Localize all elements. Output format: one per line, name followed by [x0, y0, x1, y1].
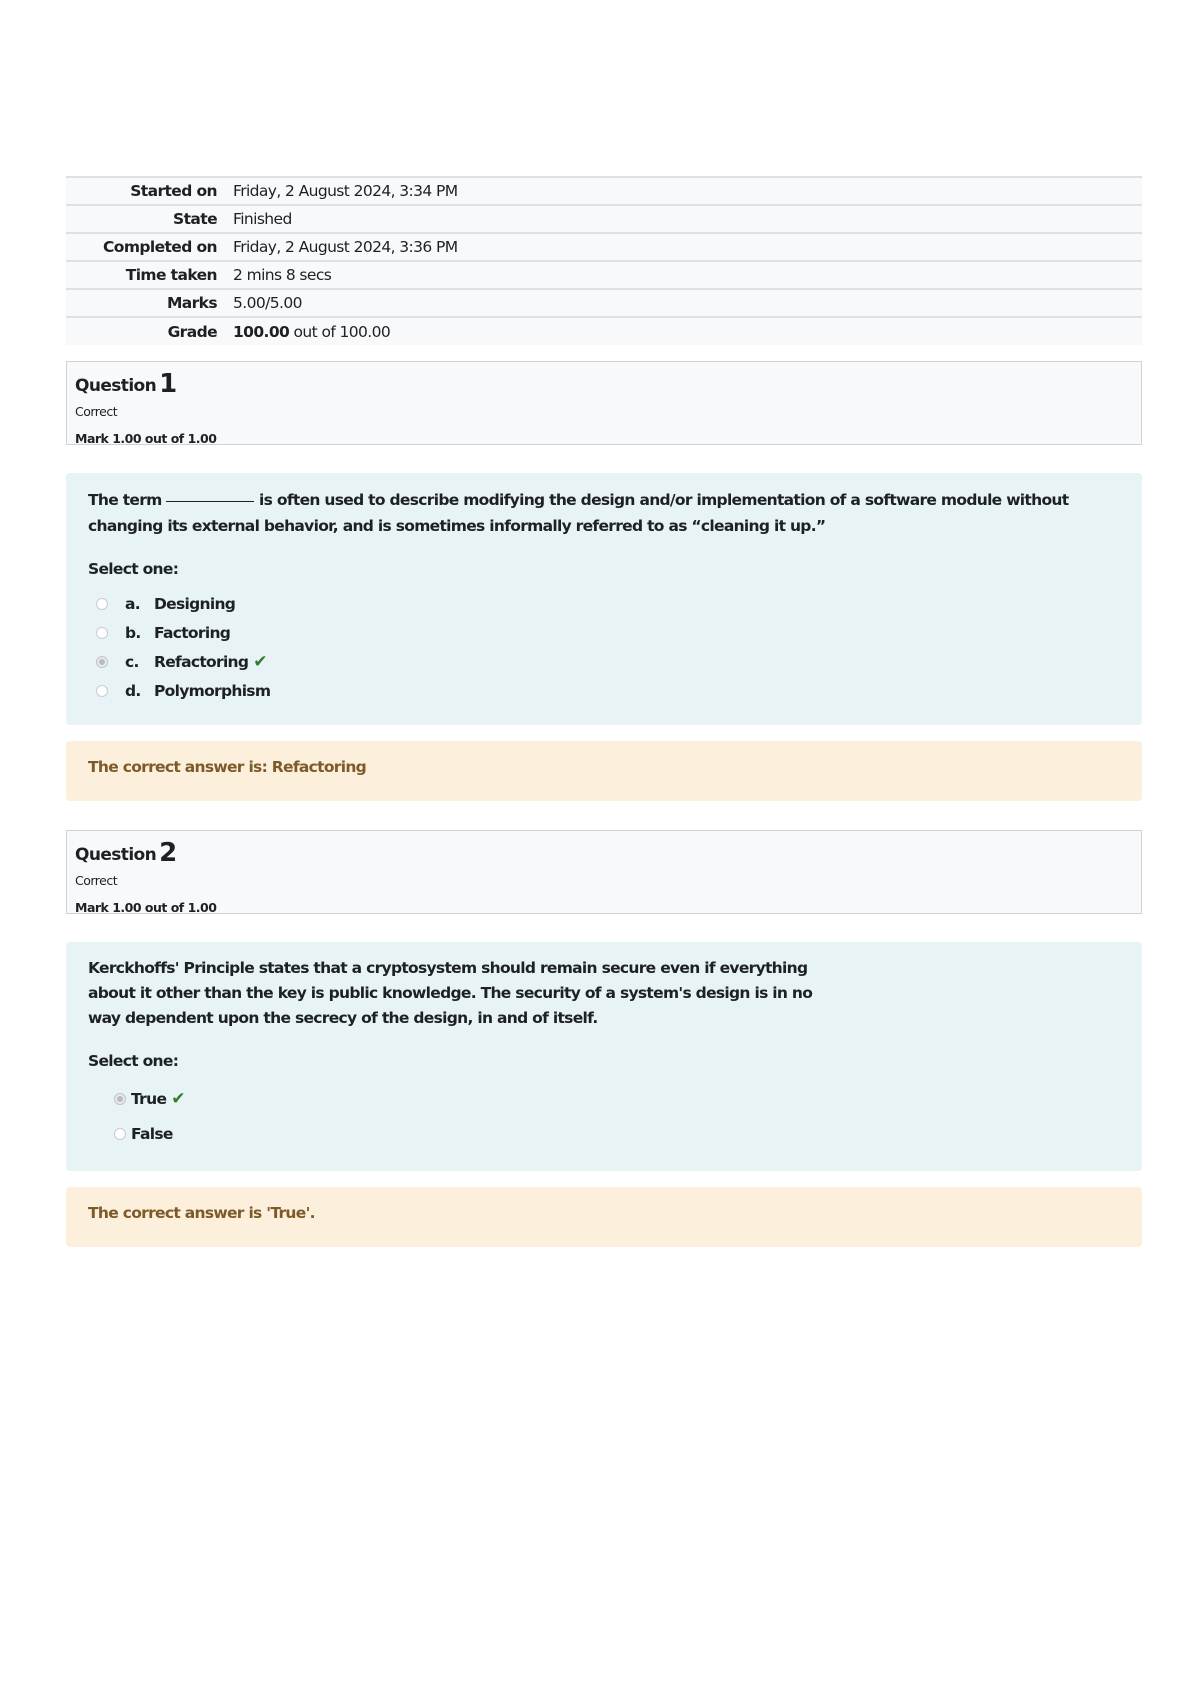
question-1-formulation [66, 473, 1142, 725]
summary-label: Started on [66, 177, 225, 205]
radio-button[interactable] [96, 627, 108, 639]
attempt-summary-table [66, 176, 1142, 345]
radio-button-selected[interactable] [96, 656, 108, 668]
summary-row-started [66, 177, 1142, 205]
question-1-grade: Mark 1.00 out of 1.00 [75, 431, 217, 446]
summary-value: Finished [225, 205, 1142, 233]
summary-label: Marks [66, 289, 225, 317]
question-text-after: is often used to describe modifying the design and/or implementation of a software module without changing its external behavior, and is sometimes informally referred to as “cleaning it up.” [88, 491, 1069, 535]
option-letter: d. [125, 681, 141, 700]
question-1-info [66, 361, 1142, 445]
radio-button[interactable] [96, 598, 108, 610]
fill-in-blank [166, 501, 254, 502]
summary-row-marks [66, 289, 1142, 317]
question-2-text: Kerckhoffs' Principle states that a cryptosystem should remain secure even if everything about it other than the key is public knowledge. The security of a system's design is in no way dependent upon the secrecy of the design, in and of itself. [88, 959, 813, 1027]
question-2-grade: Mark 1.00 out of 1.00 [75, 900, 217, 915]
summary-label: Grade [66, 317, 225, 345]
correct-check-icon: ✔ [253, 651, 267, 672]
summary-label: State [66, 205, 225, 233]
question-title-text: Question [75, 845, 157, 865]
summary-row-grade [66, 317, 1142, 345]
question-title-text: Question [75, 376, 157, 396]
option-letter: b. [125, 623, 141, 642]
summary-label: Completed on [66, 233, 225, 261]
summary-row-state [66, 205, 1142, 233]
summary-value: 2 mins 8 secs [225, 261, 1142, 289]
answer-option-false[interactable] [88, 1116, 1120, 1151]
select-one-prompt: Select one: [88, 1052, 179, 1070]
radio-button[interactable] [114, 1128, 126, 1140]
question-2-feedback: The correct answer is 'True'. [66, 1187, 1142, 1247]
question-2-formulation [66, 942, 1142, 1171]
correct-check-icon: ✔ [171, 1088, 185, 1109]
summary-value [225, 317, 1142, 345]
question-1-text [88, 487, 1120, 539]
answer-option-a[interactable] [88, 589, 1120, 618]
question-1-title [75, 369, 1133, 399]
quiz-review-page [66, 176, 1142, 1247]
summary-row-time-taken [66, 261, 1142, 289]
grade-out-of: out of 100.00 [289, 322, 391, 341]
option-letter: a. [125, 594, 140, 613]
question-2-info [66, 830, 1142, 914]
question-1-answers [88, 589, 1120, 705]
question-text-before: The term [88, 491, 167, 509]
option-label: Factoring [154, 623, 231, 642]
question-1-state: Correct [75, 404, 118, 419]
option-letter: c. [125, 652, 139, 671]
radio-button[interactable] [96, 685, 108, 697]
radio-button-selected[interactable] [114, 1093, 126, 1105]
summary-value: 5.00/5.00 [225, 289, 1142, 317]
question-2-answers [88, 1081, 1120, 1151]
grade-value: 100.00 [233, 322, 290, 341]
summary-value: Friday, 2 August 2024, 3:34 PM [225, 177, 1142, 205]
option-label: True [131, 1089, 167, 1108]
summary-row-completed [66, 233, 1142, 261]
option-label: Refactoring [154, 652, 249, 671]
question-1-feedback: The correct answer is: Refactoring [66, 741, 1142, 801]
answer-option-c[interactable] [88, 647, 1120, 676]
option-label: Polymorphism [154, 681, 271, 700]
question-2-title [75, 838, 1133, 868]
question-number: 2 [159, 838, 177, 868]
summary-value: Friday, 2 August 2024, 3:36 PM [225, 233, 1142, 261]
summary-label: Time taken [66, 261, 225, 289]
answer-option-true[interactable] [88, 1081, 1120, 1116]
question-2-state: Correct [75, 873, 118, 888]
select-one-prompt: Select one: [88, 560, 179, 578]
answer-option-d[interactable] [88, 676, 1120, 705]
answer-option-b[interactable] [88, 618, 1120, 647]
option-label: False [131, 1124, 173, 1143]
option-label: Designing [154, 594, 236, 613]
question-number: 1 [159, 369, 177, 399]
